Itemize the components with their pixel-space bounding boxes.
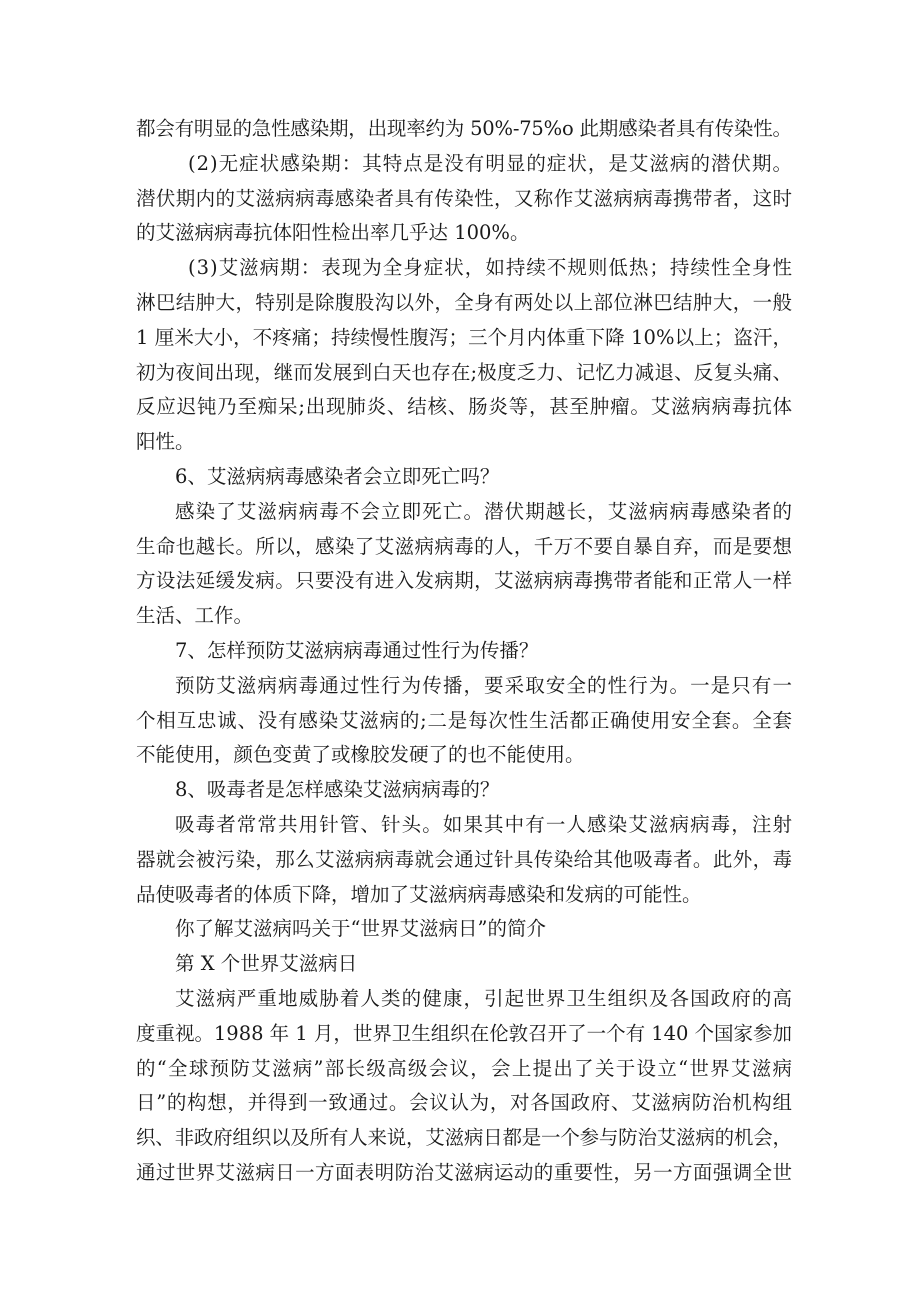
paragraph-line: 日”的构想，并得到一致通过。会议认为，对各国政府、艾滋病防治机构组 [136, 1091, 793, 1115]
section-heading-line: 8、吸毒者是怎样感染艾滋病病毒的？ [175, 778, 500, 802]
paragraph-line: 生活、工作。 [136, 604, 254, 628]
paragraph-line: 个相互忠诚、没有感染艾滋病的;二是每次性生活都正确使用安全套。全套 [136, 708, 793, 732]
section-heading-line: 第 X 个世界艾滋病日 [175, 952, 358, 976]
paragraph-line: 1 厘米大小，不疼痛；持续慢性腹泻；三个月内体重下降 10%以上；盗汗， [136, 325, 793, 349]
paragraph-line: 艾滋病严重地威胁着人类的健康，引起世界卫生组织及各国政府的高 [175, 986, 794, 1010]
section-heading-line: 7、怎样预防艾滋病病毒通过性行为传播？ [175, 638, 539, 662]
paragraph-line: 预防艾滋病病毒通过性行为传播，要采取安全的性行为。一是只有一 [175, 673, 794, 697]
paragraph-line: 不能使用，颜色变黄了或橡胶发硬了的也不能使用。 [136, 743, 585, 767]
paragraph-line: 品使吸毒者的体质下降，增加了艾滋病病毒感染和发病的可能性。 [136, 882, 702, 906]
paragraph-line: 器就会被污染，那么艾滋病病毒就会通过针具传染给其他吸毒者。此外，毒 [136, 847, 793, 871]
paragraph-line: (3)艾滋病期：表现为全身症状，如持续不规则低热；持续性全身性 [188, 256, 794, 280]
paragraph-line: 织、非政府组织以及所有人来说，艾滋病日都是一个参与防治艾滋病的机会， [136, 1126, 792, 1150]
paragraph-line: 度重视。1988 年 1 月，世界卫生组织在伦敦召开了一个有 140 个国家参加 [136, 1021, 792, 1045]
paragraph-line: 的“全球预防艾滋病”部长级高级会议，会上提出了关于设立“世界艾滋病 [136, 1056, 794, 1080]
paragraph-line: (2)无症状感染期：其特点是没有明显的症状，是艾滋病的潜伏期。 [188, 151, 794, 175]
paragraph-line: 淋巴结肿大，特别是除腹股沟以外，全身有两处以上部位淋巴结肿大，一般 [136, 290, 793, 314]
document-body [136, 112, 792, 1191]
paragraph-line: 生命也越长。所以，感染了艾滋病病毒的人，千万不要自暴自弃，而是要想 [136, 534, 793, 558]
paragraph-line: 感染了艾滋病病毒不会立即死亡。潜伏期越长，艾滋病病毒感染者的 [175, 499, 794, 523]
paragraph-line: 反应迟钝乃至痴呆;出现肺炎、结核、肠炎等，甚至肿瘤。艾滋病病毒抗体 [136, 395, 793, 419]
paragraph-line: 吸毒者常常共用针管、针头。如果其中有一人感染艾滋病病毒，注射 [175, 812, 794, 836]
paragraph-line: 阳性。 [136, 430, 195, 454]
paragraph-line: 方设法延缓发病。只要没有进入发病期，艾滋病病毒携带者能和正常人一样 [136, 569, 793, 593]
paragraph-line: 通过世界艾滋病日一方面表明防治艾滋病运动的重要性，另一方面强调全世 [136, 1160, 793, 1184]
paragraph-line: 初为夜间出现，继而发展到白天也存在;极度乏力、记忆力减退、反复头痛、 [136, 360, 793, 384]
section-heading-line: 6、艾滋病病毒感染者会立即死亡吗？ [175, 464, 500, 488]
paragraph-line: 潜伏期内的艾滋病病毒感染者具有传染性，又称作艾滋病病毒携带者，这时 [136, 186, 793, 210]
paragraph-line: 的艾滋病病毒抗体阳性检出率几乎达 100%。 [136, 221, 530, 245]
paragraph-line: 都会有明显的急性感染期，出现率约为 50%-75%o 此期感染者具有传染性。 [136, 117, 792, 140]
section-heading-line: 你了解艾滋病吗关于“世界艾滋病日”的简介 [175, 917, 546, 941]
